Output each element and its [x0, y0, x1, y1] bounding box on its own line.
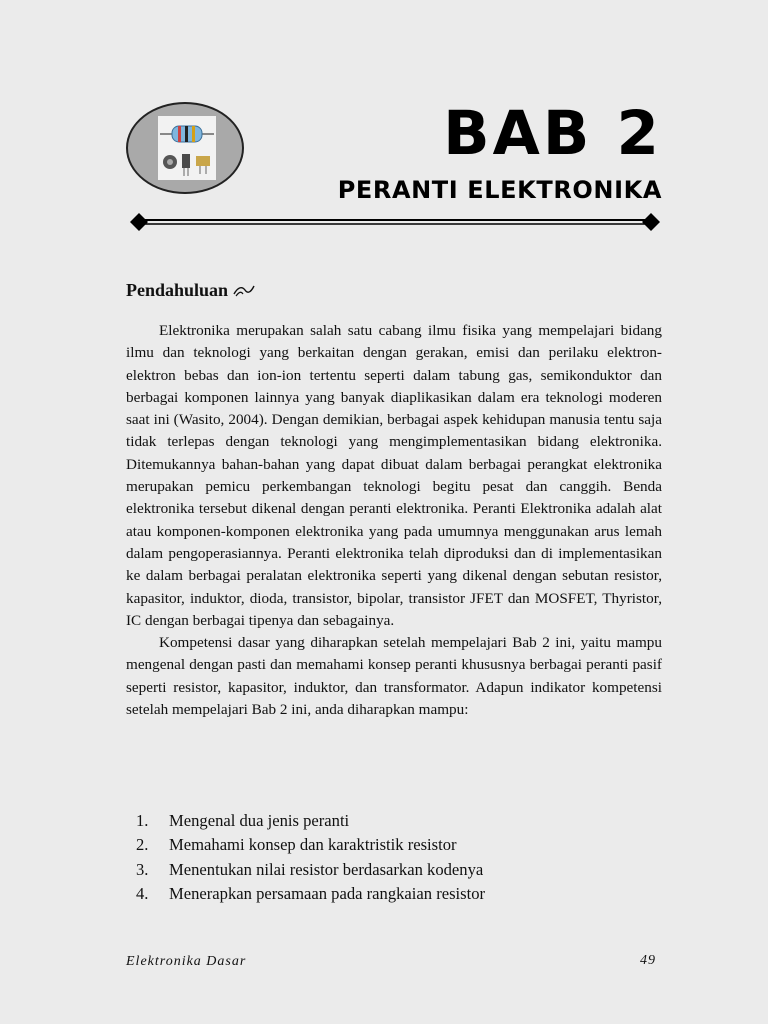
competency-indicator-list [126, 809, 662, 907]
list-item-text: Mengenal dua jenis peranti [169, 811, 350, 830]
list-item [126, 858, 662, 882]
section-heading-text: Pendahuluan [126, 280, 229, 300]
list-item [126, 882, 662, 906]
chapter-emblem [126, 102, 244, 194]
electronic-components-icon [158, 116, 216, 180]
list-item [126, 833, 662, 857]
body-text [126, 320, 662, 721]
list-item-number: 1. [136, 811, 149, 830]
paragraph-competency: Kompetensi dasar yang diharapkan setelah mempelajari Bab 2 ini, yaitu mampu mengenal dengan pasti dan memahami konsep peranti khususnya berbagai peranti pasif seperti resistor, kapasitor, induktor, dan transformator. Adapun indikator kompetensi setelah mempelajari Bab 2 ini, anda diharapkan mampu: [126, 634, 662, 719]
section-heading [126, 280, 255, 301]
chapter-number: BAB 2 [443, 98, 662, 169]
list-item-number: 2. [136, 835, 149, 855]
list-item-number: 4. [136, 884, 149, 904]
page-number: 49 [640, 953, 656, 968]
list-item-number: 3. [136, 859, 149, 879]
chapter-title: PERANTI ELEKTRONIKA [337, 176, 662, 204]
header-divider [130, 213, 660, 231]
paragraph-introduction: Elektronika merupakan salah satu cabang ilmu fisika yang mempelajari bidang ilmu dan teknologi yang berkaitan dengan gerakan, emisi dan perilaku elektron-elektron bebas dan ion-ion tertentu seperti dalam tabung gas, semikonduktor dan berbagai komponen lainnya yang banyak diaplikasikan dalam era teknologi moderen saat ini (Wasito, 2004). Dengan demikian, berbagai aspek kehidupan manusia tentu saja tidak terlepas dengan teknologi yang mengimplementasikan bidang elektronika. Ditemukannya bahan-bahan yang dapat dibuat dalam berbagai perangkat elektronika merupakan pemicu perkembangan teknologi begitu pesat dan canggih. Benda elektronika tersebut dikenal dengan peranti elektronika. Peranti Elektronika adalah alat atau komponen-komponen elektronika yang pada umumnya menggunakan arus lemah dalam pengoperasiannya. Peranti elektronika telah diproduksi dan di implementasikan ke dalam berbagai peralatan elektronika seperti yang dikenal dengan sebutan resistor, kapasitor, induktor, dioda, transistor, bipolar, transistor JFET dan MOSFET, Thyristor, IC dengan berbagai tipenya dan sebagainya. [126, 322, 662, 629]
list-item [126, 809, 662, 833]
list-item-text: Menerapkan persamaan pada rangkaian resistor [169, 884, 486, 904]
list-item-text: Memahami konsep dan karaktristik resistor [169, 835, 457, 855]
footer-book-title: Elektronika Dasar [126, 954, 247, 969]
list-item-text: Menentukan nilai resistor berdasarkan kodenya [169, 859, 484, 879]
quill-pen-icon [233, 283, 255, 297]
